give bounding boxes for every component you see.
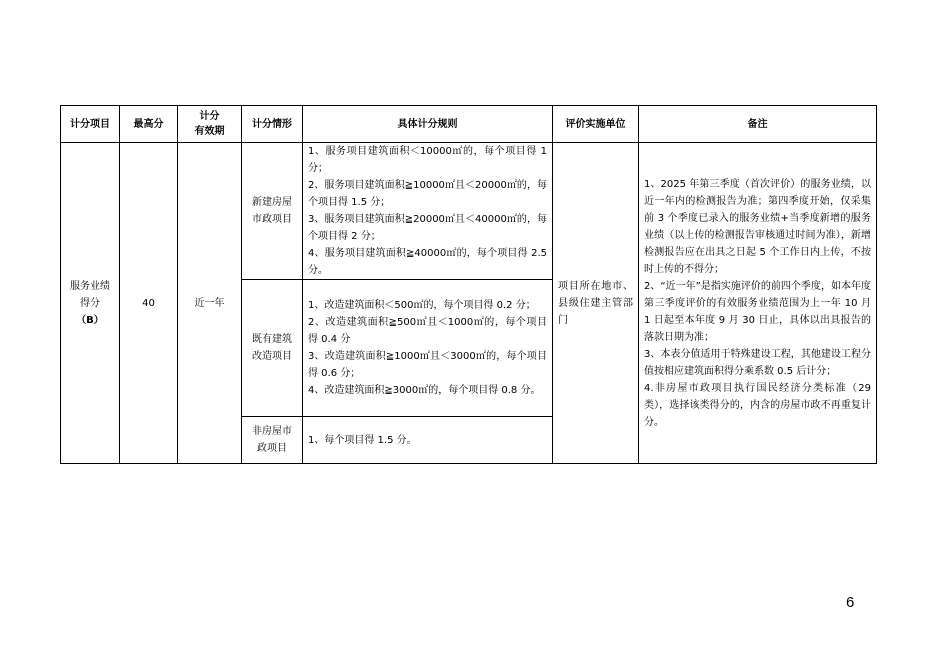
situation-cell: 新建房屋 市政项目 bbox=[242, 143, 303, 280]
header-max-score: 最高分 bbox=[120, 106, 178, 143]
rule-text: 1、服务项目建筑面积＜10000㎡的，每个项目得 1 分； bbox=[308, 146, 547, 174]
rule-text: 3、改造建筑面积≧1000㎡且＜3000㎡的，每个项目得 0.6 分； bbox=[308, 351, 547, 379]
situation-cell: 非房屋市 政项目 bbox=[242, 417, 303, 464]
validity-cell: 近一年 bbox=[178, 143, 242, 464]
header-situation: 计分情形 bbox=[242, 106, 303, 143]
remark-text: 3、本表分值适用于特殊建设工程，其他建设工程分值按相应建筑面积得分乘系数 0.5 后计分； bbox=[644, 348, 871, 377]
header-row bbox=[61, 106, 877, 143]
unit-cell: 项目所在地市、县级住建主管部门 bbox=[553, 143, 639, 464]
rule-text: 3、服务项目建筑面积≧20000㎡且＜40000㎡的，每个项目得 2 分； bbox=[308, 214, 547, 242]
header-scoring-item: 计分项目 bbox=[61, 106, 120, 143]
remark-text: 1、2025 年第三季度（首次评价）的服务业绩，以近一年内的检测报告为准；第四季度开始，仅采集前 3 个季度已录入的服务业绩+当季度新增的服务业绩（以上传的检测报告审核通过时间为准），新增检测报告应在出具之日起 5 个工作日内上传，不按时上传的不得分； bbox=[644, 178, 871, 275]
scoring-table bbox=[60, 105, 877, 464]
remark-text: 2、“近一年”是指实施评价的前四个季度，如本年度第三季度评价的有效服务业绩范围为上一年 10 月 1 日起至本年度 9 月 30 日止，具体以出具报告的落款日期为准； bbox=[644, 280, 871, 343]
header-rules: 具体计分规则 bbox=[303, 106, 553, 143]
page-number: 6 bbox=[846, 594, 855, 611]
rule-text: 2、改造建筑面积≧500㎡且＜1000㎡的，每个项目得 0.4 分 bbox=[308, 317, 547, 345]
rule-text: 2、服务项目建筑面积≧10000㎡且＜20000㎡的，每个项目得 1.5 分； bbox=[308, 180, 547, 208]
rule-text: 4、服务项目建筑面积≧40000㎡的，每个项目得 2.5 分。 bbox=[308, 248, 547, 276]
rules-cell bbox=[303, 417, 553, 464]
rule-text: 1、改造建筑面积＜500㎡的，每个项目得 0.2 分； bbox=[308, 300, 536, 311]
scoring-item-cell bbox=[61, 143, 120, 464]
rule-text: 4、改造建筑面积≧3000㎡的，每个项目得 0.8 分。 bbox=[308, 385, 541, 396]
scoring-item-code: （B） bbox=[76, 314, 104, 326]
header-unit: 评价实施单位 bbox=[553, 106, 639, 143]
rules-cell bbox=[303, 280, 553, 417]
header-remarks: 备注 bbox=[639, 106, 877, 143]
table-row bbox=[61, 143, 877, 280]
rule-text: 1、每个项目得 1.5 分。 bbox=[308, 434, 417, 446]
remark-text: 4.非房屋市政项目执行国民经济分类标准（29 类），选择该类得分的，内含的房屋市政不再重复计分。 bbox=[644, 382, 871, 428]
rules-cell bbox=[303, 143, 553, 280]
header-validity: 计分 有效期 bbox=[178, 106, 242, 143]
scoring-item-name: 服务业绩 得分 bbox=[70, 280, 110, 309]
remarks-cell bbox=[639, 143, 877, 464]
situation-cell: 既有建筑 改造项目 bbox=[242, 280, 303, 417]
max-score-cell: 40 bbox=[120, 143, 178, 464]
